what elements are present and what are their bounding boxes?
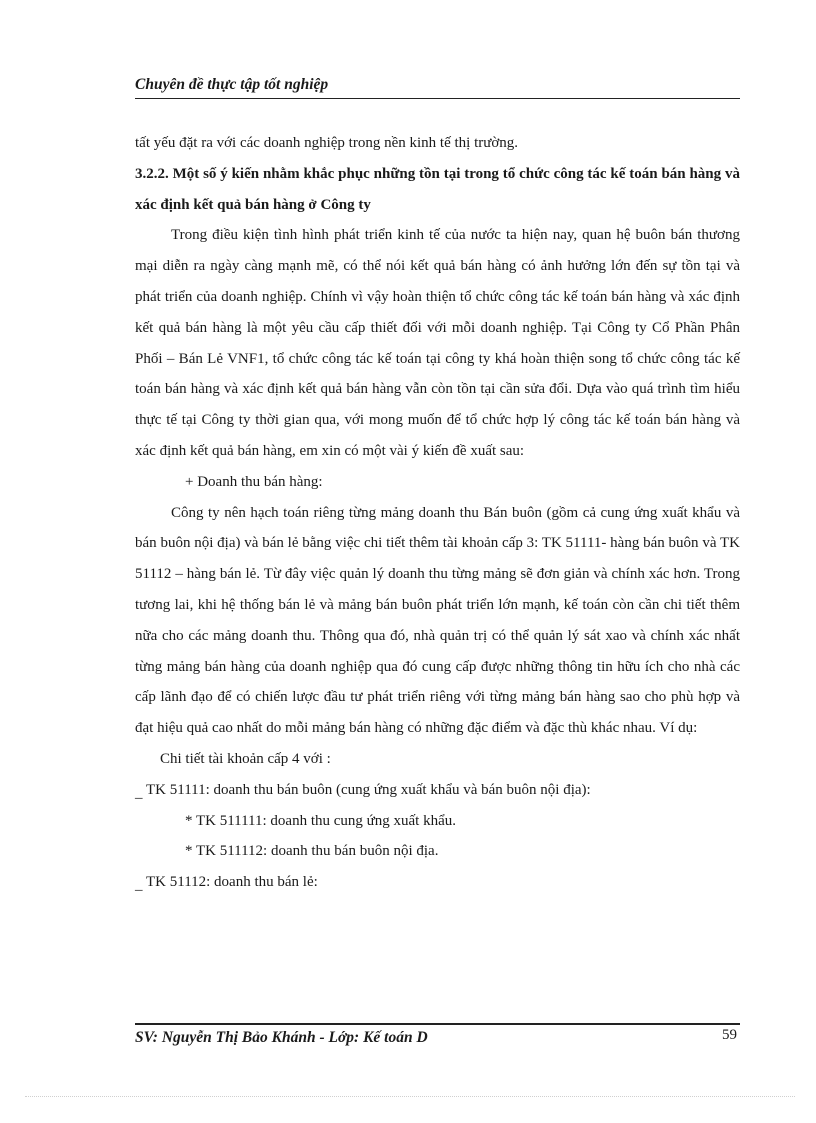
paragraph-2: Công ty nên hạch toán riêng từng mảng doanh thu Bán buôn (gồm cả cung ứng xuất khẩu và bán buôn nội địa) và bán lẻ bằng việc chi tiết thêm tài khoản cấp 3: TK 51111- hàng bán buôn và TK 51112 – hàng bán lẻ. Từ đây việc quản lý doanh thu từng mảng sẽ đơn giản và chính xác hơn. Trong tương lai, khi hệ thống bán lẻ và mảng bán buôn phát triển lớn mạnh, kế toán còn cần chi tiết thêm nữa cho các mảng doanh thu. Thông qua đó, nhà quản trị có thể quản lý sát xao và chính xác nhất từng mảng bán hàng của doanh nghiệp qua đó cung cấp được những thông tin hữu ích cho nhà các cấp lãnh đạo để có chiến lược đầu tư phát triển riêng với từng mảng bán hàng sao cho phù hợp và đạt hiệu quả cao nhất do mỗi mảng bán hàng có những đặc điểm và đặc thù khác nhau. Ví dụ: [135,504,740,737]
bullet-item [135,867,740,898]
bullet-item [135,775,740,806]
page-number: 59 [722,1027,737,1043]
dash-marker: _ [135,877,143,894]
dash-marker: _ [135,784,143,801]
paragraph-1: Trong điều kiện tình hình phát triển kinh tế của nước ta hiện nay, quan hệ buôn bán thương mại diễn ra ngày càng mạnh mẽ, có thể nói kết quả bán hàng có ảnh hưởng lớn đến sự tồn tại và phát triển của doanh nghiệp. Chính vì vậy hoàn thiện tổ chức công tác kế toán bán hàng và xác định kết quả bán hàng là một yêu cầu cấp thiết đối với mỗi doanh nghiệp. Tại Công ty Cổ Phần Phân Phối – Bán Lẻ VNF1, tổ chức công tác kế toán tại công ty khá hoàn thiện song tổ chức công tác kế toán bán hàng và xác định kết quả bán hàng vẫn còn tồn tại cần sửa đổi. Dựa vào quá trình tìm hiểu thực tế tại Công ty thời gian qua, với mong muốn để tổ chức hợp lý công tác kế toán bán hàng và xác định kết quả bán hàng, em xin có một vài ý kiến đề xuất sau: [135,227,740,459]
bullet-text: TK 51112: doanh thu bán lẻ: [146,874,318,891]
intro-line: tất yếu đặt ra với các doanh nghiệp trong nền kinh tế thị trường. [135,135,519,151]
page-header-title: Chuyên đề thực tập tốt nghiệp [135,76,740,99]
subheading-revenue: + Doanh thu bán hàng: [185,473,323,490]
document-body [135,128,740,898]
section-heading: 3.2.2. Một số ý kiến nhằm khắc phục những tồn tại trong tổ chức công tác kế toán bán hàng và xác định kết quả bán hàng ở Công ty [135,165,740,213]
footer-divider [135,1023,740,1025]
footer-author: SV: Nguyễn Thị Bảo Khánh - Lớp: Kế toán D [135,1029,428,1046]
sub-item: * TK 511111: doanh thu cung ứng xuất khẩu. [185,812,457,829]
sub-item: * TK 511112: doanh thu bán buôn nội địa. [185,843,439,860]
page-bottom-border [25,1096,795,1097]
bullet-text: TK 51111: doanh thu bán buôn (cung ứng xuất khẩu và bán buôn nội địa): [146,781,591,798]
detail-intro: Chi tiết tài khoản cấp 4 với : [160,750,331,767]
